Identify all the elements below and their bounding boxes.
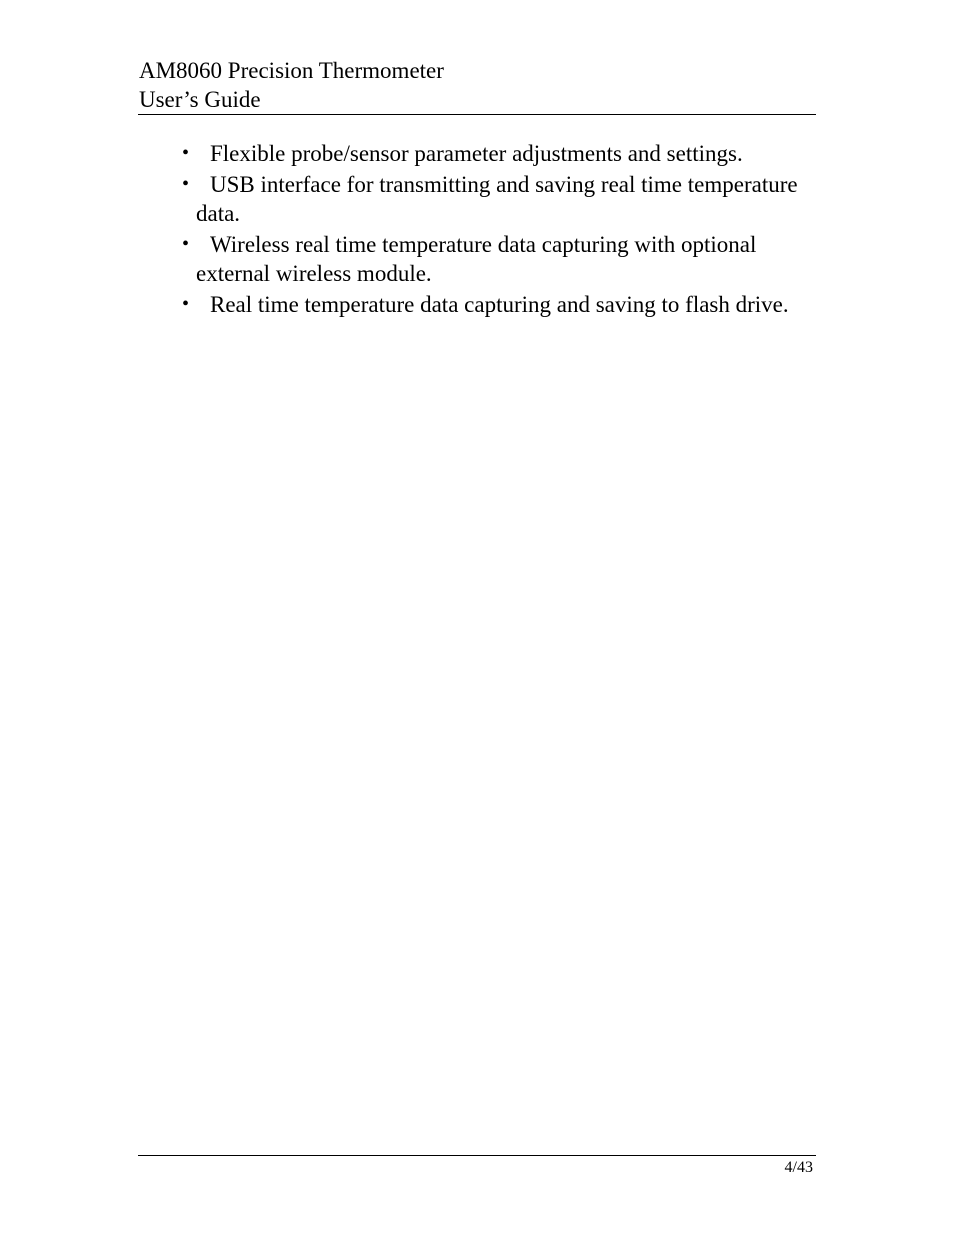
document-title: AM8060 Precision Thermometer xyxy=(139,58,444,83)
bullet-icon: • xyxy=(182,233,190,255)
bullet-icon: • xyxy=(182,293,190,315)
feature-text: USB interface for transmitting and saving real time temperature data. xyxy=(196,172,798,226)
feature-list xyxy=(182,139,822,321)
footer-divider xyxy=(138,1155,816,1156)
document-subtitle: User’s Guide xyxy=(139,87,261,112)
list-item xyxy=(182,230,822,288)
feature-text: Flexible probe/sensor parameter adjustments and settings. xyxy=(210,141,743,166)
feature-text: Wireless real time temperature data capturing with optional external wireless module. xyxy=(196,232,757,286)
header-divider xyxy=(138,114,816,115)
bullet-icon: • xyxy=(182,173,190,195)
list-item xyxy=(182,290,822,319)
feature-text: Real time temperature data capturing and saving to flash drive. xyxy=(210,292,789,317)
list-item xyxy=(182,139,822,168)
list-item xyxy=(182,170,822,228)
bullet-icon: • xyxy=(182,142,190,164)
page-header xyxy=(139,56,816,114)
page-number: 4/43 xyxy=(784,1159,813,1176)
